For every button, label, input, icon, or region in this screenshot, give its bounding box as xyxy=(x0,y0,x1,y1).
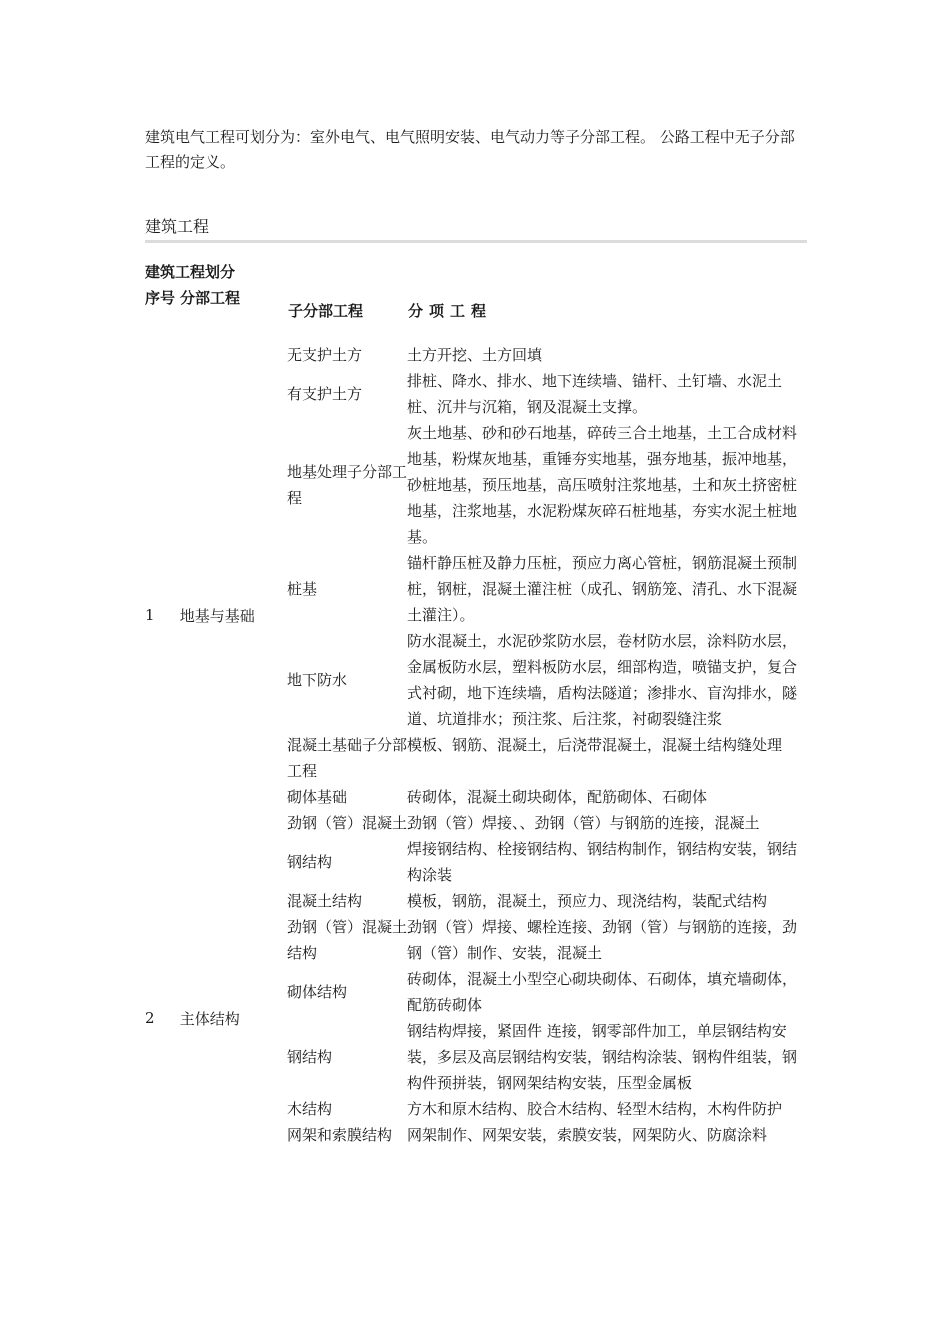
table-row xyxy=(287,836,807,888)
group-division: 主体结构 xyxy=(179,1009,240,1028)
table-row xyxy=(287,1018,807,1096)
table-row xyxy=(287,628,807,732)
subdivision-cell: 地下防水 xyxy=(287,671,348,689)
table-row xyxy=(287,732,807,784)
table-group xyxy=(145,888,807,1148)
header-items: 分项工程 xyxy=(408,302,493,320)
items-cell: 防水混凝土，水泥砂浆防水层，卷材防水层，涂料防水层，金属板防水层，塑料板防水层，细部构造，喷锚支护，复合式衬砌，地下连续墙，盾构法隧道；渗排水、盲沟排水，隧道、坑道排水；预注浆、后注浆，衬砌裂缝注浆 xyxy=(407,632,798,728)
table-row xyxy=(287,914,807,966)
table-row xyxy=(287,784,807,810)
subdivision-cell: 砌体结构 xyxy=(287,983,348,1001)
subdivision-cell: 木结构 xyxy=(287,1100,333,1118)
subdivision-cell: 无支护土方 xyxy=(287,346,363,364)
header-seq: 序号 xyxy=(145,289,176,307)
subdivision-cell: 混凝土结构 xyxy=(287,892,363,910)
table-row xyxy=(287,420,807,550)
table-row xyxy=(287,1096,807,1122)
items-cell: 劲钢（管）焊接、、劲钢（管）与钢筋的连接，混凝土 xyxy=(407,814,760,832)
items-cell: 灰土地基、砂和砂石地基，碎砖三合土地基，土工合成材料地基，粉煤灰地基，重锤夯实地基，强夯地基，振冲地基，砂桩地基，预压地基，高压喷射注浆地基，土和灰土挤密桩地基，注浆地基，水泥粉煤灰碎石桩地基，夯实水泥土桩地基。 xyxy=(407,424,798,546)
items-cell: 土方开挖、土方回填 xyxy=(407,346,543,364)
items-cell: 劲钢（管）焊接、螺栓连接、劲钢（管）与钢筋的连接，劲钢（管）制作、安装，混凝土 xyxy=(407,918,798,962)
subdivision-cell: 混凝土基础子分部工程 xyxy=(287,736,408,780)
table-row xyxy=(287,368,807,420)
table-row xyxy=(287,810,807,836)
group-seq: 1 xyxy=(145,606,155,624)
table-row xyxy=(287,966,807,1018)
subdivision-cell: 地基处理子分部工程 xyxy=(287,463,408,507)
section-title: 建筑工程 xyxy=(145,214,807,243)
subdivision-cell: 钢结构 xyxy=(287,1048,333,1066)
items-cell: 排桩、降水、排水、地下连续墙、锚杆、土钉墙、水泥土桩、沉井与沉箱，钢及混凝土支撑。 xyxy=(407,372,783,416)
items-cell: 模板，钢筋，混凝土，预应力、现浇结构，装配式结构 xyxy=(407,892,768,910)
header-subdivision: 子分部工程 xyxy=(288,302,364,320)
table-caption: 建筑工程划分 xyxy=(145,263,236,281)
header-division: 分部工程 xyxy=(180,289,241,307)
subdivision-cell: 桩基 xyxy=(287,580,318,598)
intro-paragraph: 建筑电气工程可划分为：室外电气、电气照明安装、电气动力等子分部工程。 公路工程中无子分部工程的定义。 xyxy=(145,128,795,171)
subdivision-cell: 钢结构 xyxy=(287,853,333,871)
subdivision-cell: 劲钢（管）混凝土结构 xyxy=(287,918,408,962)
items-cell: 模板、钢筋、混凝土，后浇带混凝土，混凝土结构缝处理 xyxy=(407,736,783,754)
items-cell: 方木和原木结构、胶合木结构、轻型木结构，木构件防护 xyxy=(407,1100,783,1118)
document-page xyxy=(145,125,807,1148)
items-cell: 锚杆静压桩及静力压桩，预应力离心管桩，钢筋混凝土预制桩，钢桩，混凝土灌注桩（成孔、钢筋笼、清孔、水下混凝土灌注）。 xyxy=(407,554,798,624)
table-row xyxy=(287,888,807,914)
table-row xyxy=(287,342,807,368)
subdivision-cell: 网架和索膜结构 xyxy=(287,1126,393,1144)
table-row xyxy=(287,1122,807,1148)
table-header xyxy=(145,285,807,342)
subdivision-cell: 有支护土方 xyxy=(287,385,363,403)
subdivision-cell: 砌体基础 xyxy=(287,788,348,806)
table-body xyxy=(145,342,807,1148)
table-group xyxy=(145,342,807,888)
group-seq: 2 xyxy=(145,1009,155,1027)
items-cell: 砖砌体，混凝土小型空心砌块砌体、石砌体，填充墙砌体，配筋砖砌体 xyxy=(407,970,798,1014)
items-cell: 网架制作、网架安装，索膜安装，网架防火、防腐涂料 xyxy=(407,1126,768,1144)
items-cell: 砖砌体，混凝土砌块砌体，配筋砌体、石砌体 xyxy=(407,788,708,806)
items-cell: 焊接钢结构、栓接钢结构、钢结构制作，钢结构安装，钢结构涂装 xyxy=(407,840,798,884)
group-division: 地基与基础 xyxy=(179,606,255,625)
table-row xyxy=(287,550,807,628)
subdivision-cell: 劲钢（管）混凝土 xyxy=(287,814,408,832)
items-cell: 钢结构焊接，紧固件 连接，钢零部件加工，单层钢结构安装，多层及高层钢结构安装，钢结构涂装、钢构件组装，钢构件预拼装，钢网架结构安装，压型金属板 xyxy=(407,1022,798,1092)
